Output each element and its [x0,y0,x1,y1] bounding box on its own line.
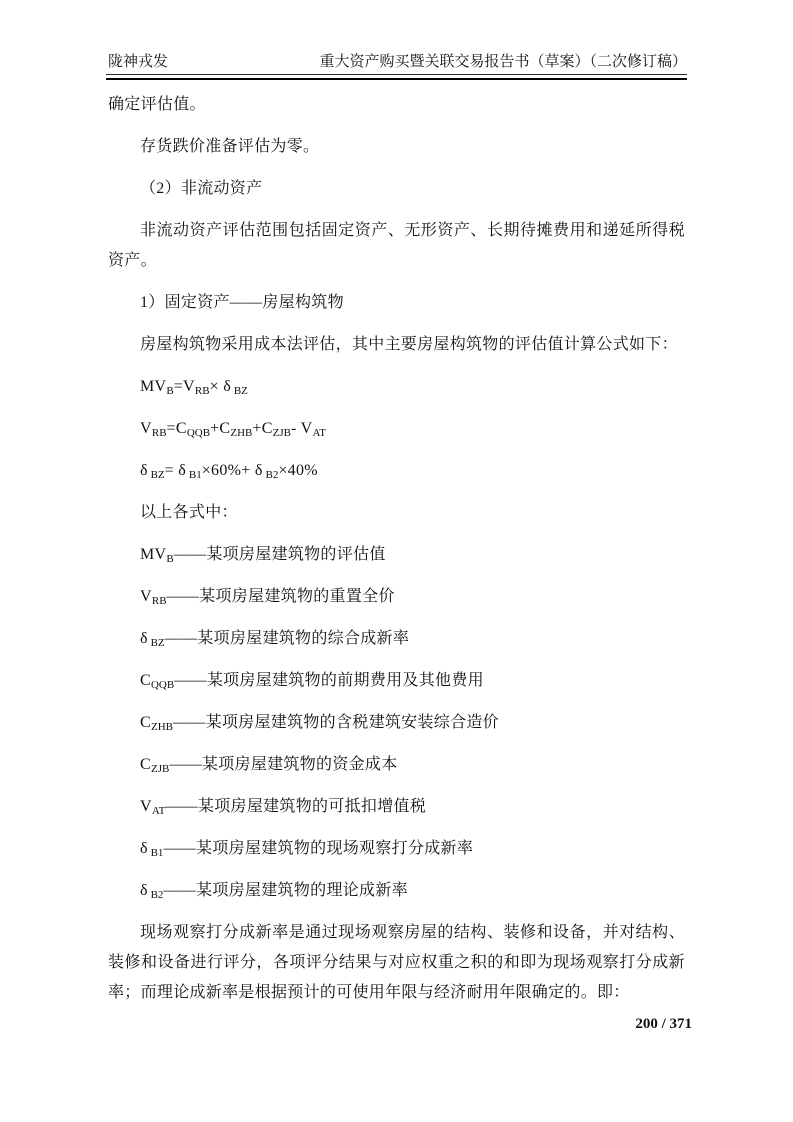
text-run: δ [140,840,148,857]
text-run: = δ [164,462,187,479]
text-run: V [140,420,152,437]
formula-subscript: B [166,553,174,565]
paragraph [108,834,685,864]
text-run: 以上各式中： [140,504,238,521]
text-run: MV [140,546,167,563]
formula-subscript: RB [194,385,210,397]
page-number: 200 / 371 [635,1016,692,1032]
paragraph [108,792,685,822]
text-run: 非流动资产评估范围包括固定资产、无形资产、长期待摊费用和递延所得税资产。 [108,222,685,269]
paragraph [108,288,685,318]
text-run: （2）非流动资产 [140,180,263,197]
formula-subscript: AT [312,427,326,439]
paragraph [108,876,685,906]
text-run: ×40% [278,462,318,479]
paragraph [108,174,685,204]
text-run: ——某项房屋建筑物的重置全价 [166,588,395,605]
formula-subscript: BZ [147,469,165,481]
header-rule-thick [106,78,687,80]
paragraph [108,582,685,612]
text-run: V [140,798,152,815]
formula-subscript: RB [151,427,167,439]
formula-subscript: QQB [186,427,211,439]
formula-subscript: ZHB [230,427,253,439]
paragraph [108,414,685,444]
formula-subscript: QQB [150,679,175,691]
text-run: 1）固定资产——房屋构筑物 [140,294,344,311]
formula-subscript: ZJB [150,763,170,775]
text-run: 确定评估值。 [108,96,206,113]
text-run: 现场观察打分成新率是通过现场观察房屋的结构、装修和设备，并对结构、装修和设备进行评分，各项评分结果与对应权重之积的和即为现场观察打分成新率；而理论成新率是根据预计的可使用年限与经济耐用年限确定的。即： [108,924,685,1001]
text-run: ——某项房屋建筑物的理论成新率 [163,882,408,899]
formula-subscript: B1 [147,847,164,859]
text-run: =V [173,378,195,395]
formula-subscript: ZHB [150,721,173,733]
text-run: ——某项房屋建筑物的资金成本 [169,756,398,773]
header-right-title: 重大资产购买暨关联交易报告书（草案）（二次修订稿） [319,54,687,70]
text-run: +C [252,420,273,437]
text-run: V [140,588,152,605]
formula-subscript: B2 [147,889,164,901]
formula-subscript: B2 [262,469,279,481]
paragraph [108,624,685,654]
formula-subscript: B [166,385,174,397]
paragraph [108,456,685,486]
page-header [108,53,687,72]
text-run: ——某项房屋建筑物的现场观察打分成新率 [163,840,474,857]
header-rule-thin [106,74,687,75]
paragraph [108,372,685,402]
paragraph [108,708,685,738]
text-run: ——某项房屋建筑物的含税建筑安装综合造价 [172,714,499,731]
paragraph [108,90,685,120]
text-run: 存货跌价准备评估为零。 [140,138,320,155]
formula-subscript: BZ [231,385,248,397]
text-run: × δ [209,378,232,395]
text-run: ——某项房屋建筑物的可抵扣增值税 [165,798,427,815]
text-run: δ [140,462,148,479]
paragraph [108,132,685,162]
header-left-title: 陇神戎发 [108,54,169,70]
text-run: 房屋构筑物采用成本法评估，其中主要房屋构筑物的评估值计算公式如下： [140,336,678,353]
formula-subscript: BZ [147,637,165,649]
text-run: - V [291,420,313,437]
text-run: MV [140,378,167,395]
paragraph [108,918,685,1008]
text-run: δ [140,630,148,647]
formula-subscript: AT [151,805,166,817]
document-body [108,90,685,1020]
paragraph [108,750,685,780]
paragraph [108,498,685,528]
text-run: =C [166,420,187,437]
text-run: C [140,756,151,773]
text-run: δ [140,882,148,899]
paragraph [108,330,685,360]
paragraph [108,216,685,276]
text-run: ×60%+ δ [201,462,263,479]
paragraph [108,666,685,696]
text-run: C [140,714,151,731]
text-run: ——某项房屋建筑物的综合成新率 [164,630,410,647]
formula-subscript: ZJB [272,427,292,439]
paragraph [108,540,685,570]
formula-subscript: B1 [186,469,202,481]
text-run: ——某项房屋建筑物的评估值 [173,546,386,563]
text-run: +C [210,420,231,437]
text-run: C [140,672,151,689]
formula-subscript: RB [151,595,167,607]
text-run: ——某项房屋建筑物的前期费用及其他费用 [174,672,484,689]
